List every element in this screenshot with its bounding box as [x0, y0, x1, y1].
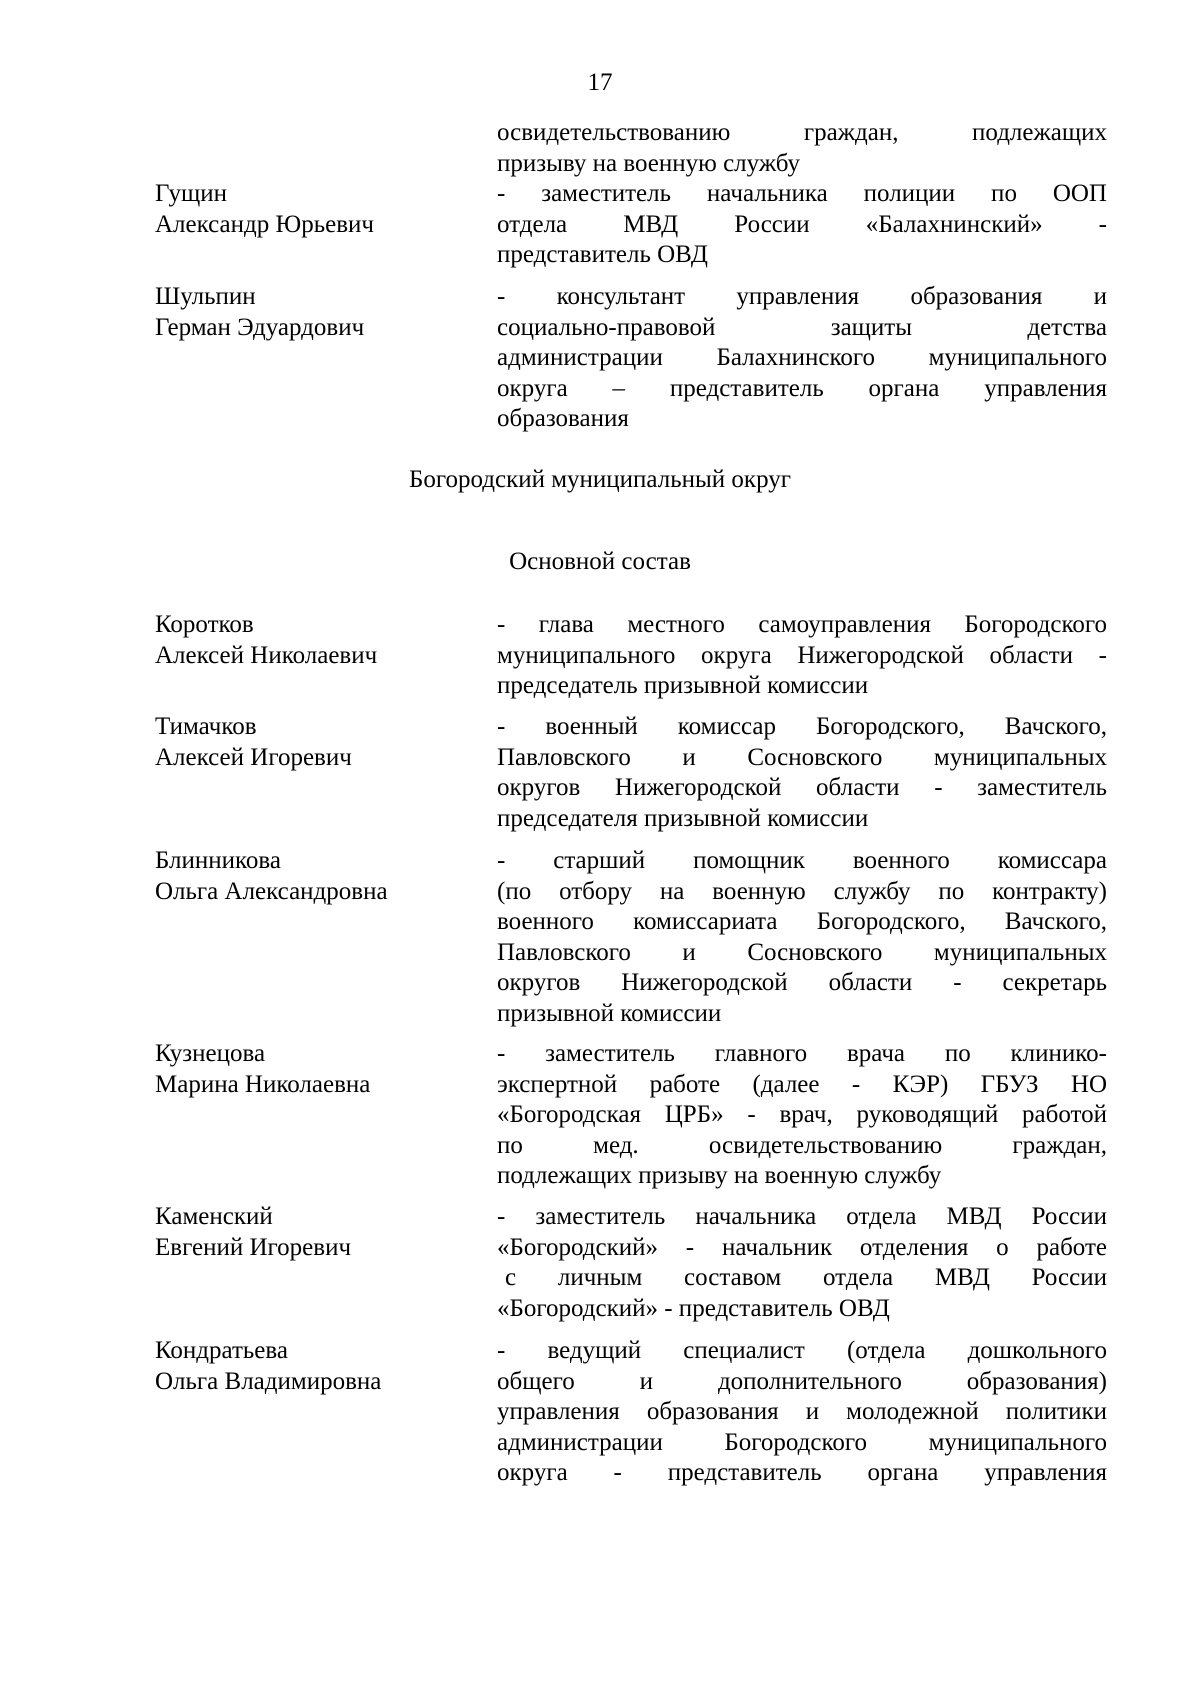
text-line: - глава местного самоуправления Богородского: [497, 611, 1107, 638]
text-line: председатель призывной комиссии: [497, 672, 869, 699]
text-line: образования: [497, 405, 629, 432]
given-names: Ольга Александровна: [155, 877, 388, 905]
member-name: [155, 282, 485, 343]
member-name: [155, 712, 485, 773]
text-line: - старший помощник военного комиссара: [497, 847, 1107, 874]
text-line: призыву на военную службу: [497, 149, 801, 177]
member-role: [497, 1039, 1107, 1192]
text-line: - заместитель главного врача по клинико-: [497, 1040, 1107, 1067]
given-names: Александр Юрьевич: [155, 210, 374, 238]
member-name: [155, 846, 485, 907]
member-name: [155, 610, 485, 671]
member-role: [497, 610, 1107, 702]
text-line: администрации Балахнинского муниципального: [497, 344, 1107, 371]
member-role: [497, 846, 1107, 1029]
member-role: [497, 712, 1107, 834]
text-line: (по отбору на военную службу по контракту): [497, 877, 1107, 905]
text-line: - заместитель начальника отдела МВД России: [497, 1203, 1107, 1230]
text-line: освидетельствованию граждан, подлежащих: [497, 119, 1107, 146]
text-line: Павловского и Сосновского муниципальных: [497, 938, 1107, 966]
text-line: социально-правовой защиты детства: [497, 313, 1107, 341]
member-role: [497, 179, 1107, 271]
text-line: - заместитель начальника полиции по ООП: [497, 180, 1107, 207]
surname: Гущин: [155, 180, 228, 207]
text-line: «Богородский» - начальник отделения о работе: [497, 1233, 1107, 1261]
text-line: - военный комиссар Богородского, Вачского,: [497, 713, 1107, 740]
member-name: [155, 1336, 485, 1397]
member-role: [497, 1202, 1107, 1324]
text-line: экспертной работе (далее - КЭР) ГБУЗ НО: [497, 1070, 1107, 1098]
text-line: подлежащих призыву на военную службу: [497, 1162, 942, 1189]
district-heading: Богородский муниципальный округ: [408, 466, 792, 493]
surname: Кузнецова: [155, 1040, 266, 1067]
page-number: 17: [587, 69, 613, 96]
text-line: - ведущий специалист (отдела дошкольного: [497, 1337, 1107, 1364]
text-line: по мед. освидетельствованию граждан,: [497, 1131, 1107, 1159]
member-name: [155, 179, 485, 240]
text-line: управления образования и молодежной политики: [497, 1398, 1107, 1425]
surname: Шульпин: [155, 283, 256, 310]
member-role: [497, 282, 1107, 435]
continued-role-text: [497, 118, 1107, 179]
given-names: Ольга Владимировна: [155, 1367, 382, 1395]
text-line: округов Нижегородской области - заместитель: [497, 774, 1107, 801]
text-line: общего и дополнительного образования): [497, 1367, 1107, 1395]
text-line: председателя призывной комиссии: [497, 804, 869, 832]
surname: Кондратьева: [155, 1337, 288, 1364]
text-line: с личным составом отдела МВД России: [505, 1264, 1107, 1291]
member-name: [155, 1039, 485, 1100]
given-names: Евгений Игоревич: [155, 1233, 352, 1261]
text-line: округов Нижегородской области - секретарь: [497, 969, 1107, 996]
given-names: Марина Николаевна: [155, 1070, 371, 1098]
surname: Коротков: [155, 611, 254, 638]
composition-heading: Основной состав: [509, 548, 691, 575]
text-line: администрации Богородского муниципального: [497, 1428, 1107, 1456]
text-line: муниципального округа Нижегородской области -: [497, 641, 1107, 669]
given-names: Герман Эдуардович: [155, 313, 365, 341]
given-names: Алексей Игоревич: [155, 743, 352, 771]
member-role: [497, 1336, 1107, 1489]
text-line: - консультант управления образования и: [497, 283, 1107, 310]
given-names: Алексей Николаевич: [155, 641, 378, 669]
text-line: «Богородская ЦРБ» - врач, руководящий работой: [497, 1101, 1107, 1128]
text-line: призывной комиссии: [497, 999, 722, 1027]
text-line: округа - представитель органа управления: [497, 1459, 1107, 1486]
text-line: округа – представитель органа управления: [497, 374, 1107, 402]
surname: Каменский: [155, 1203, 273, 1230]
surname: Тимачков: [155, 713, 257, 740]
text-line: «Богородский» - представитель ОВД: [497, 1294, 890, 1322]
surname: Блинникова: [155, 847, 281, 874]
member-name: [155, 1202, 485, 1263]
text-line: отдела МВД России «Балахнинский» -: [497, 210, 1107, 238]
text-line: военного комиссариата Богородского, Вачского,: [497, 908, 1107, 935]
text-line: представитель ОВД: [497, 241, 708, 268]
text-line: Павловского и Сосновского муниципальных: [497, 743, 1107, 771]
